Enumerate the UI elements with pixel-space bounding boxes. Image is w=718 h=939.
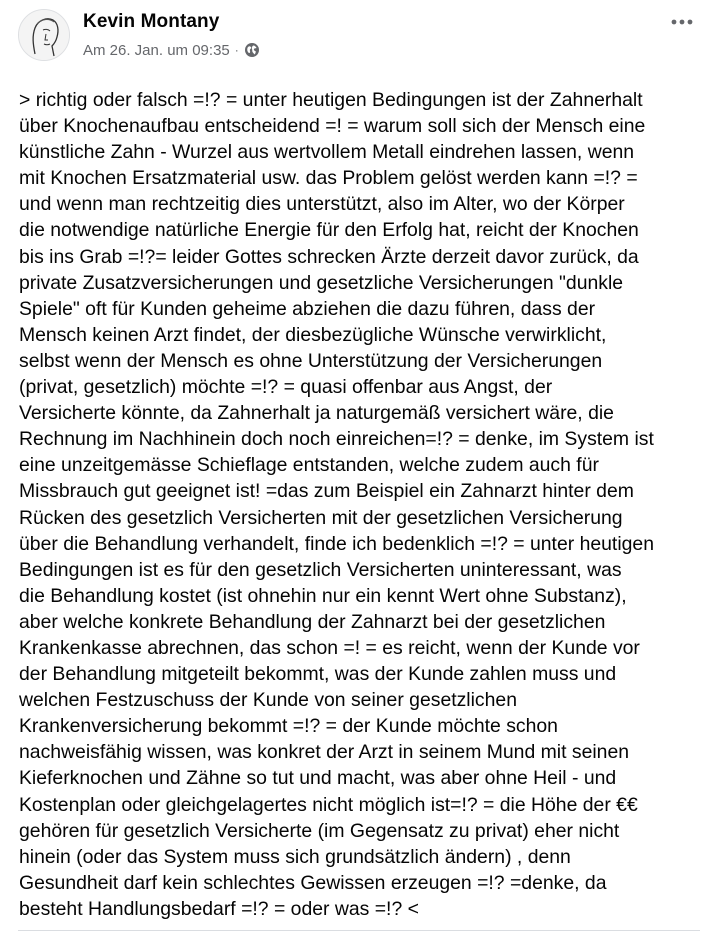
- globe-icon[interactable]: [244, 42, 260, 58]
- avatar-sketch-icon: [19, 10, 70, 61]
- meta-separator: ·: [234, 43, 239, 57]
- more-options-button[interactable]: [664, 10, 700, 34]
- avatar[interactable]: [18, 9, 70, 61]
- more-options-icon: [671, 19, 693, 25]
- divider: [18, 930, 700, 931]
- post-timestamp[interactable]: Am 26. Jan. um 09:35: [83, 41, 230, 59]
- author-name[interactable]: Kevin Montany: [83, 11, 220, 32]
- post-meta: [83, 40, 260, 60]
- post-text: > richtig oder falsch =!? = unter heutigen Bedingungen ist der Zahnerhalt über Knochenaufbau entscheidend =! = warum soll sich der Mensch eine künstliche Zahn - Wurzel aus wertvollem Metall eindrehen lassen, wenn mit Knochen Ersatzmaterial usw. das Problem gelöst werden kann =!? = und wenn man rechtzeitig dies unterstützt, also im Alter, wo der Körper die notwendige natürliche Energie für den Erfolg hat, reicht der Knochen bis ins Grab =!?= leider Gottes schrecken Ärzte derzeit davor zurück, da private Zusatzversicherungen und gesetzliche Versicherungen "dunkle Spiele" oft für Kunden geheime abziehen die dazu führen, dass der Mensch keinen Arzt findet, der diesbezügliche Wünsche verwirklicht, selbst wenn der Mensch es ohne Unterstützung der Versicherungen (privat, gesetzlich) möchte =!? = quasi offenbar aus Angst, der Versicherte könnte, da Zahnerhalt ja naturgemäß versichert wäre, die Rechnung im Nachhinein doch noch einreichen=!? = denke, im System ist eine unzeitgemässe Schieflage entstanden, welche zudem auch für Missbrauch gut geeignet ist! =das zum Beispiel ein Zahnarzt hinter dem Rücken des gesetzlich Versicherten mit der gesetzlichen Versicherung über die Behandlung verhandelt, finde ich bedenklich =!? = unter heutigen Bedingungen ist es für den gesetzlich Versicherten uninteressant, was die Behandlung kostet (ist ohnehin nur ein kennt Wert ohne Substanz), aber welche konkrete Behandlung der Zahnarzt bei der gesetzlichen Krankenkasse abrechnen, das schon =! = es reicht, wenn der Kunde vor der Behandlung mitgeteilt bekommt, was der Kunde zahlen muss und welchen Festzuschuss der Kunde von seiner gesetzlichen Krankenversicherung bekommt =!? = der Kunde möchte schon nachweisfähig wissen, was konkret der Arzt in seinem Mund mit seinen Kieferknochen und Zähne so tut und macht, was aber ohne Heil - und Kostenplan oder gleichgelagertes nicht möglich ist=!? = die Höhe der €€ gehören für gesetzlich Versicherte (im Gegensatz zu privat) eher nicht hinein (oder das System muss sich grundsätzlich ändern) , denn Gesundheit darf kein schlechtes Gewissen erzeugen =!? =denke, da besteht Handlungsbedarf =!? = oder was =!? <: [19, 89, 654, 920]
- post-header: [0, 0, 718, 80]
